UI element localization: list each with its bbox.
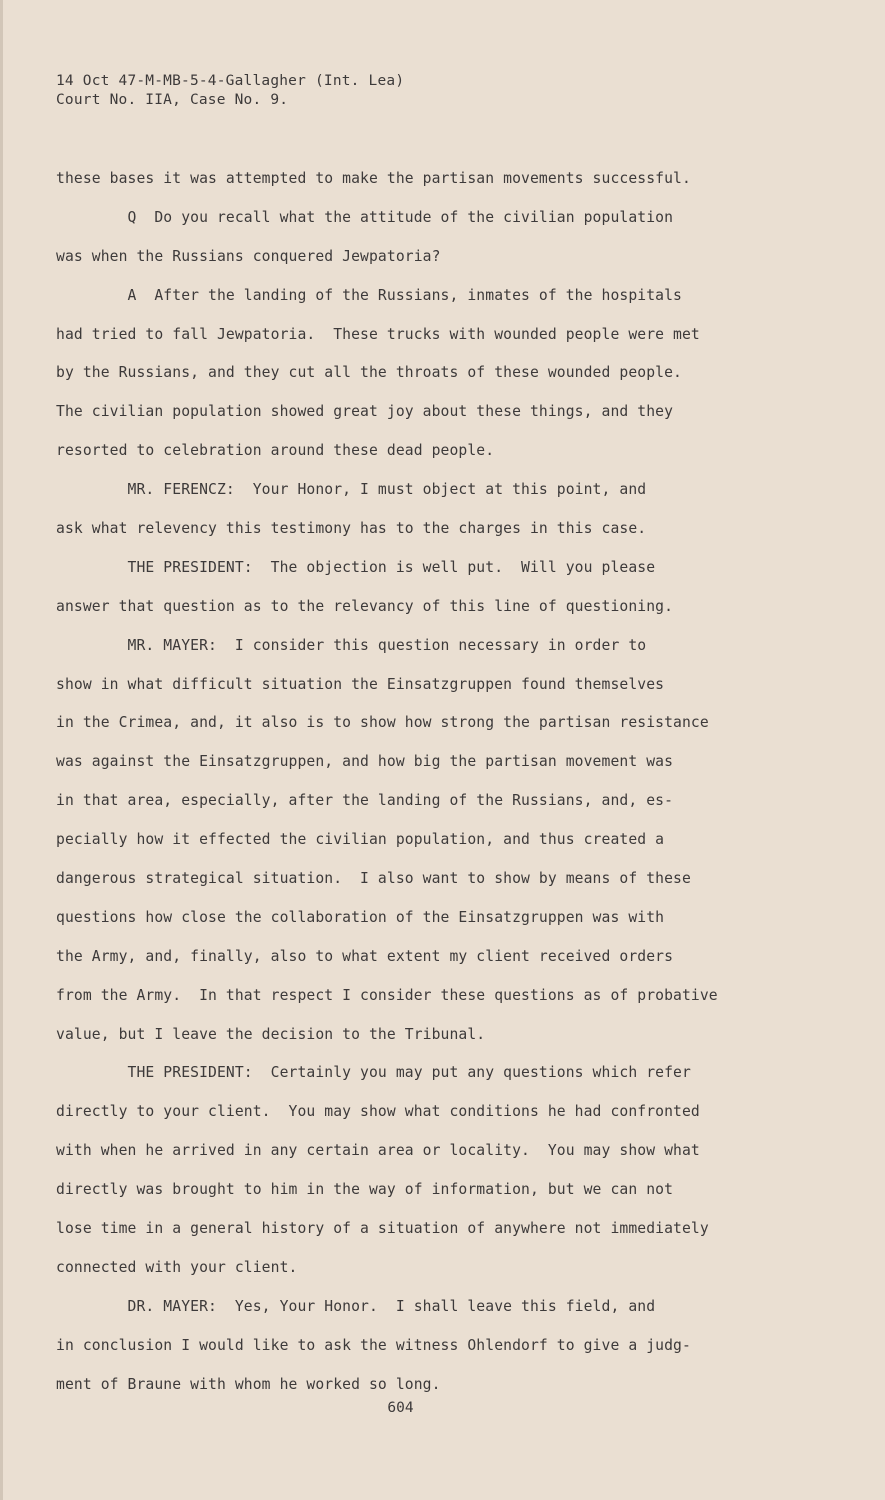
text-line: by the Russians, and they cut all the throats of these wounded people.	[56, 364, 682, 382]
text-line: show in what difficult situation the Einsatzgruppen found themselves	[56, 675, 665, 693]
text-line: in that area, especially, after the landing of the Russians, and, es-	[56, 792, 674, 810]
text-line: these bases it was attempted to make the partisan movements successful.	[56, 170, 691, 187]
text-line: pecially how it effected the civilian population, and thus created a	[56, 831, 665, 849]
text-line: MR. FERENCZ: Your Honor, I must object at this point, and	[56, 481, 647, 499]
text-line: directly was brought to him in the way of information, but we can not	[56, 1181, 674, 1199]
text-line: THE PRESIDENT: The objection is well put. Will you please	[56, 558, 656, 576]
text-line: A After the landing of the Russians, inmates of the hospitals	[56, 286, 682, 304]
text-line: Q Do you recall what the attitude of the civilian population	[56, 208, 674, 226]
document-header	[56, 72, 404, 110]
text-line: directly to your client. You may show what conditions he had confronted	[56, 1103, 700, 1121]
header-date-line: 14 Oct 47-M-MB-5-4-Gallagher (Int. Lea)	[56, 73, 405, 89]
text-line: with when he arrived in any certain area or locality. You may show what	[56, 1142, 700, 1160]
text-line: in conclusion I would like to ask the witness Ohlendorf to give a judg-	[56, 1336, 691, 1354]
text-line: was against the Einsatzgruppen, and how big the partisan movement was	[56, 753, 674, 771]
text-line: from the Army. In that respect I consider these questions as of probative	[56, 986, 718, 1004]
text-line: was when the Russians conquered Jewpatoria?	[56, 247, 441, 265]
text-line: resorted to celebration around these dead people.	[56, 442, 495, 460]
text-line: value, but I leave the decision to the Tribunal.	[56, 1025, 486, 1043]
text-line: in the Crimea, and, it also is to show how strong the partisan resistance	[56, 714, 709, 732]
text-line: connected with your client.	[56, 1258, 298, 1276]
text-line: DR. MAYER: Yes, Your Honor. I shall leave this field, and	[56, 1297, 656, 1315]
text-line: questions how close the collaboration of the Einsatzgruppen was with	[56, 908, 665, 926]
header-court-line: Court No. IIA, Case No. 9.	[56, 92, 289, 108]
text-line: ment of Braune with whom he worked so long.	[56, 1375, 441, 1393]
text-line: had tried to fall Jewpatoria. These trucks with wounded people were met	[56, 325, 700, 343]
text-line: the Army, and, finally, also to what extent my client received orders	[56, 947, 674, 965]
transcript-body	[56, 165, 816, 1410]
text-line: MR. MAYER: I consider this question necessary in order to	[56, 636, 647, 654]
text-line: The civilian population showed great joy about these things, and they	[56, 403, 674, 421]
text-line: answer that question as to the relevancy of this line of questioning.	[56, 597, 674, 615]
text-line: lose time in a general history of a situation of anywhere not immediately	[56, 1220, 709, 1238]
text-line: dangerous strategical situation. I also want to show by means of these	[56, 870, 691, 888]
text-line: THE PRESIDENT: Certainly you may put any questions which refer	[56, 1064, 691, 1082]
text-line: ask what relevency this testimony has to the charges in this case.	[56, 520, 647, 538]
page-number: 604	[387, 1400, 414, 1416]
